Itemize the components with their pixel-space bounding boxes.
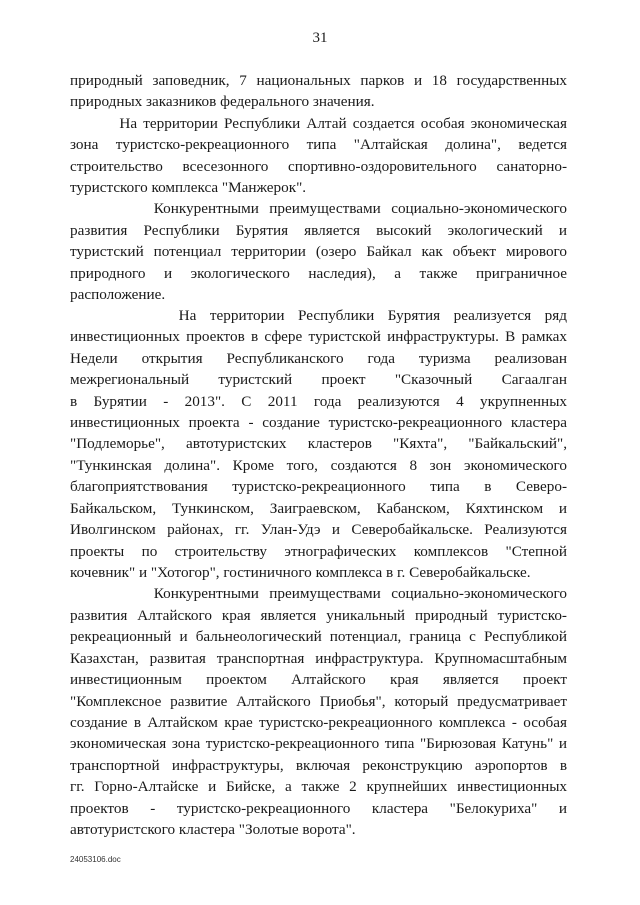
text-line: Конкурентными преимуществами социально-экономического bbox=[70, 585, 567, 602]
page-number: 31 bbox=[312, 30, 328, 46]
text-line: туристский потенциал территории (озеро Байкал как объект мирового bbox=[70, 243, 567, 260]
file-name-footer: 24053106.doc bbox=[70, 855, 121, 864]
text-line: Байкальском, Тункинском, Заиграевском, Кабанском, Кяхтинском и bbox=[70, 500, 567, 517]
text-line: автотуристского кластера "Золотые ворота". bbox=[70, 821, 356, 838]
text-line: экономическая зона туристско-рекреационного типа "Бирюзовая Катунь" и bbox=[70, 735, 567, 752]
text-line: инвестиционных проектов в сфере туристской инфраструктуры. В рамках bbox=[70, 328, 567, 345]
text-line: межрегиональный туристский проект "Сказочный Сагаалган bbox=[70, 371, 567, 388]
text-line: "Комплексное развитие Алтайского Приобья", который предусматривает bbox=[70, 693, 567, 710]
text-line: На территории Республики Бурятия реализуется ряд bbox=[70, 307, 567, 324]
text-line: в Бурятии - 2013". С 2011 года реализуются 4 укрупненных bbox=[70, 393, 567, 410]
text-line: Конкурентными преимуществами социально-экономического bbox=[70, 200, 567, 217]
text-line: кочевник" и "Хотогор", гостиничного комплекса в г. Северобайкальске. bbox=[70, 564, 531, 581]
text-line: проекты по строительству этнографических комплексов "Степной bbox=[70, 543, 567, 560]
text-line: природных заказников федерального значения. bbox=[70, 93, 375, 110]
text-line: инвестиционным проектом Алтайского края является проект bbox=[70, 671, 567, 688]
text-line: расположение. bbox=[70, 286, 166, 303]
text-line: Иволгинском районах, гг. Улан-Удэ и Северобайкальске. Реализуются bbox=[70, 521, 567, 538]
text-line: инвестиционных проекта - создание туристско-рекреационного кластера bbox=[70, 414, 567, 431]
text-line: транспортной инфраструктуры, включая реконструкцию аэропортов в bbox=[70, 757, 567, 774]
text-line: зона туристско-рекреационного типа "Алтайская долина", ведется bbox=[70, 136, 567, 153]
text-line: природного и экологического наследия), а также приграничное bbox=[70, 265, 567, 282]
text-line: строительство всесезонного спортивно-оздоровительного санаторно- bbox=[70, 158, 567, 175]
text-line: развития Республики Бурятия является высокий экологический и bbox=[70, 222, 567, 239]
text-line: На территории Республики Алтай создается особая экономическая bbox=[70, 115, 567, 132]
text-line: Недели открытия Республиканского года туризма реализован bbox=[70, 350, 567, 367]
text-line: благоприятствования туристско-рекреационного типа в Северо- bbox=[70, 478, 567, 495]
text-line: рекреационный и бальнеологический потенциал, граница с Республикой bbox=[70, 628, 567, 645]
text-line: туристского комплекса "Манжерок". bbox=[70, 179, 307, 196]
text-line: развития Алтайского края является уникальный природный туристско- bbox=[70, 607, 567, 624]
text-line: Казахстан, развитая транспортная инфраструктура. Крупномасштабным bbox=[70, 650, 567, 667]
text-line: проектов - туристско-рекреационного кластера "Белокуриха" и bbox=[70, 800, 567, 817]
text-line: природный заповедник, 7 национальных парков и 18 государственных bbox=[70, 72, 567, 89]
text-line: гг. Горно-Алтайске и Бийске, а также 2 крупнейших инвестиционных bbox=[70, 778, 567, 795]
text-line: "Подлеморье", автотуристских кластеров "Кяхта", "Байкальский", bbox=[70, 435, 567, 452]
text-line: создание в Алтайском крае туристско-рекреационного комплекса - особая bbox=[70, 714, 567, 731]
text-line: "Тункинская долина". Кроме того, создаются 8 зон экономического bbox=[70, 457, 567, 474]
